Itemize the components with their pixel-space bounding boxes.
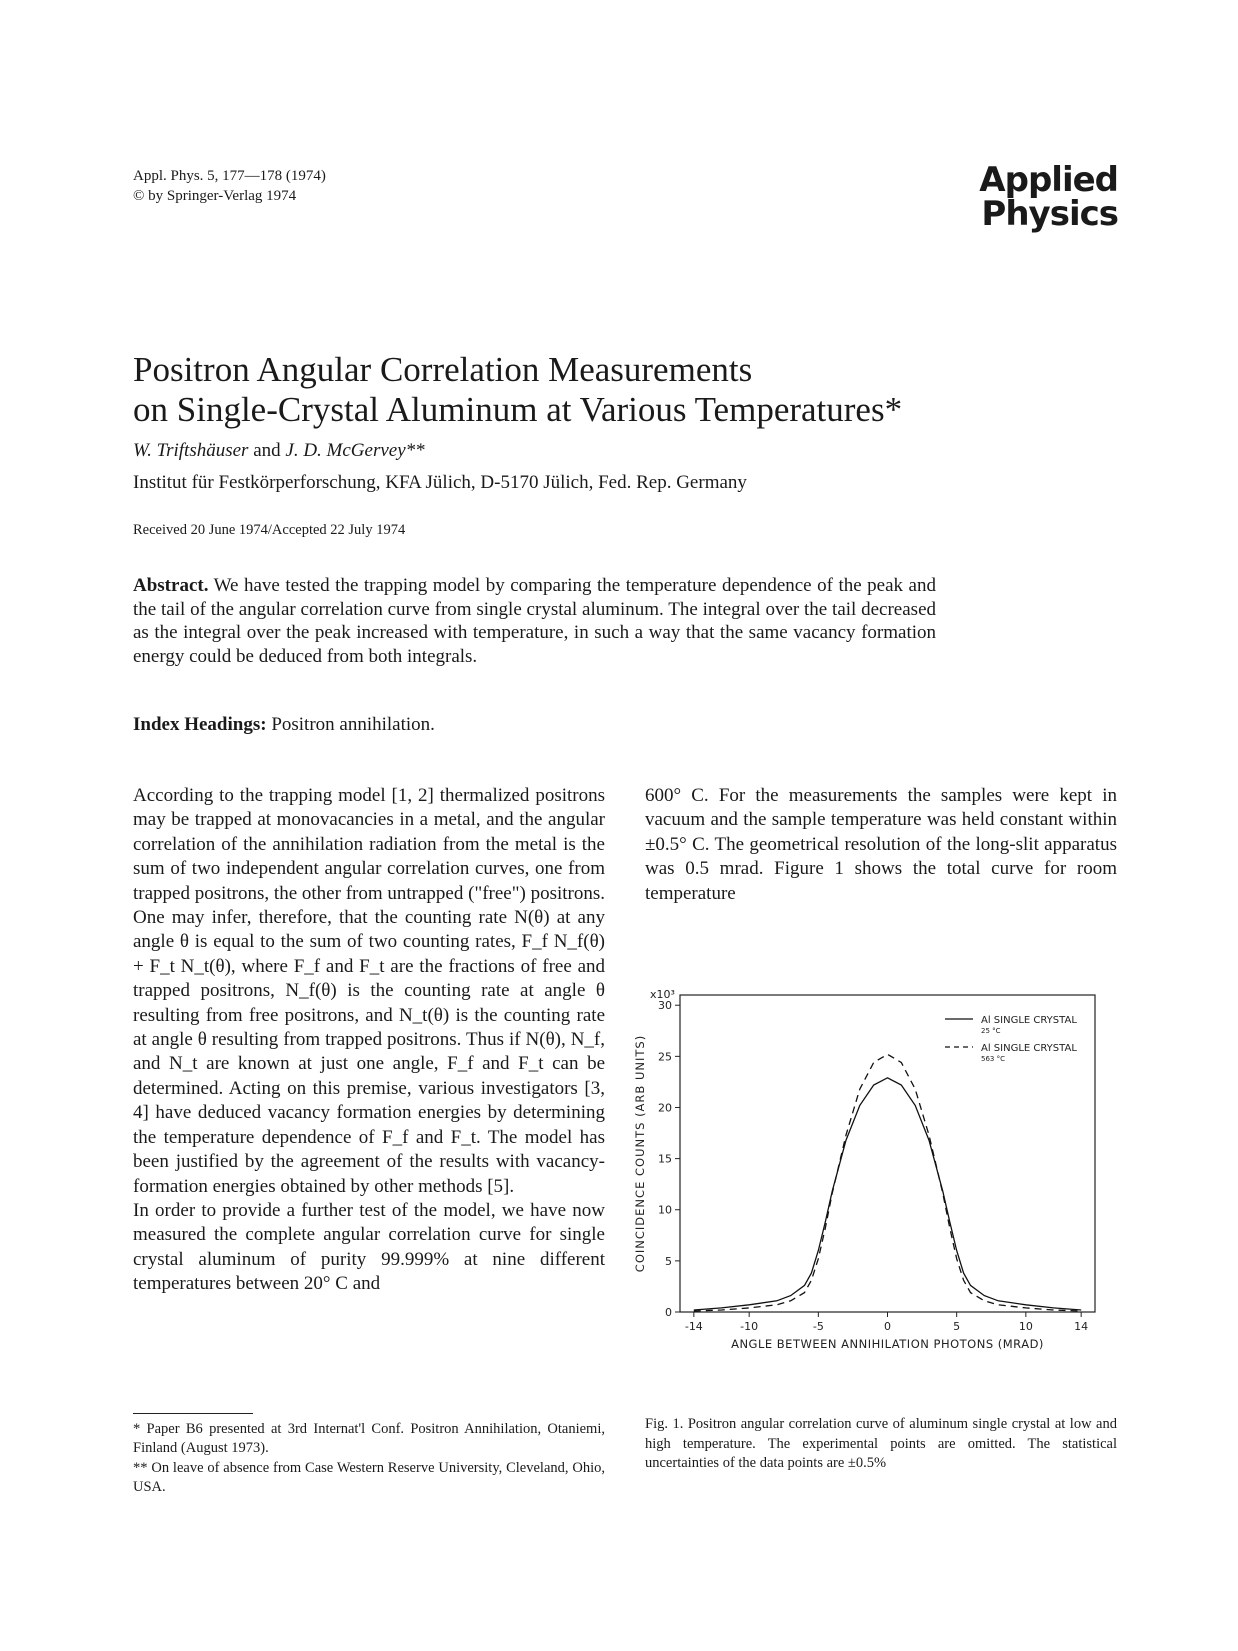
y-tick-label: 20 bbox=[658, 1101, 672, 1115]
series-line-2 bbox=[694, 1054, 1081, 1311]
citation-line-2: © by Springer-Verlag 1974 bbox=[133, 188, 297, 204]
journal-logo bbox=[908, 160, 1118, 234]
footnote-divider bbox=[133, 1413, 253, 1414]
y-tick-label: 10 bbox=[658, 1203, 672, 1217]
affiliation: Institut für Festkörperforschung, KFA Jülich, D-5170 Jülich, Fed. Rep. Germany bbox=[133, 472, 747, 493]
y-tick-label: 0 bbox=[665, 1306, 672, 1319]
citation bbox=[133, 166, 326, 206]
y-axis-label: COINCIDENCE COUNTS (ARB UNITS) bbox=[633, 1034, 647, 1273]
y-tick-label: 15 bbox=[658, 1152, 672, 1166]
x-tick-label: 5 bbox=[953, 1320, 961, 1333]
paragraph-measurements: 600° C. For the measurements the samples were kept in vacuum and the sample temperature was held constant within ±0.5° C. The geometrical resolution of the long-slit apparatus was 0.5 mrad. Figure 1 shows the total curve for room temperature bbox=[645, 785, 1117, 904]
figure-caption: Fig. 1. Positron angular correlation curve of aluminum single crystal at low and high temperature. The experimental points are omitted. The statistical uncertainties of the data points are ±0.5% bbox=[645, 1416, 1117, 1471]
legend-entry-2: Al SINGLE CRYSTAL bbox=[981, 1043, 1077, 1054]
x-tick-label: 14 bbox=[1074, 1320, 1089, 1333]
y-tick-label: 5 bbox=[665, 1254, 672, 1268]
body-column-left bbox=[133, 784, 605, 1297]
legend-note-2: 563 °C bbox=[981, 1055, 1005, 1063]
abstract-label: Abstract. bbox=[133, 575, 209, 596]
x-tick-label: 10 bbox=[1018, 1320, 1033, 1333]
index-headings bbox=[133, 714, 435, 736]
paragraph-further-test: In order to provide a further test of the model, we have now measured the complete angular correlation curve for single crystal aluminum of purity 99.999% at nine different temperatures between 20° C and bbox=[133, 1199, 605, 1295]
footnote-2: ** On leave of absence from Case Western Reserve University, Cleveland, Ohio, USA. bbox=[133, 1460, 605, 1495]
paragraph-trapping-model: According to the trapping model [1, 2] thermalized positrons may be trapped at monovacancies in a metal, and the angular correlation of the annihilation radiation from the metal is the sum of two independent angular correlation curves, one from trapped positrons, the other from untrapped ("free") positrons. One may infer, therefore, that the counting rate N(θ) at any angle θ is equal to the sum of two counting rates, F_f N_f(θ) + F_t N_t(θ), where F_f and F_t are the fractions of free and trapped positrons, N_f(θ) is the counting rate at angle θ resulting from free positrons, and N_t(θ) is the counting rate at angle θ resulting from trapped positrons. Thus if N(θ), N_f, and N_t are known at just one angle, F_f and F_t can be determined. Acting on this premise, various investigators [3, 4] have deduced vacancy formation energies by determining the temperature dependence of F_f and F_t. The model has been justified by the agreement of the results with vacancy-formation energies obtained by other methods [5]. bbox=[133, 785, 605, 1197]
index-text: Positron annihilation. bbox=[266, 714, 435, 735]
article-title bbox=[133, 350, 1113, 430]
x-axis-label: ANGLE BETWEEN ANNIHILATION PHOTONS (MRAD) bbox=[731, 1337, 1044, 1351]
y-tick-label: 30 bbox=[658, 999, 672, 1013]
series-line-1 bbox=[694, 1078, 1081, 1310]
author-2: J. D. McGervey** bbox=[285, 440, 425, 461]
title-line-2: on Single-Crystal Aluminum at Various Temperatures* bbox=[133, 390, 903, 429]
y-tick-label: 25 bbox=[658, 1050, 672, 1064]
legend-entry-1: Al SINGLE CRYSTAL bbox=[981, 1015, 1077, 1026]
abstract bbox=[133, 574, 936, 668]
received-date: Received 20 June 1974/Accepted 22 July 1974 bbox=[133, 522, 406, 538]
author-1: W. Triftshäuser bbox=[133, 440, 249, 461]
abstract-text: We have tested the trapping model by comparing the temperature dependence of the peak and the tail of the angular correlation curve from single crystal aluminum. The integral over the tail decreased as the integral over the peak increased with temperature, in such a way that the same vacancy formation energy could be deduced from both integrals. bbox=[133, 575, 936, 667]
x-tick-label: -5 bbox=[812, 1320, 824, 1333]
index-label: Index Headings: bbox=[133, 714, 267, 735]
footnote-1: * Paper B6 presented at 3rd Internat'l Conf. Positron Annihilation, Otaniemi, Finland (August 1973). bbox=[133, 1421, 605, 1456]
legend-note-1: 25 °C bbox=[981, 1027, 1001, 1035]
x-tick-label: -10 bbox=[740, 1320, 759, 1333]
footnotes bbox=[133, 1420, 605, 1498]
figure-1-chart bbox=[630, 975, 1130, 1395]
x-tick-label: -14 bbox=[684, 1320, 703, 1333]
y-multiplier-label: x10³ bbox=[650, 988, 675, 1001]
journal-logo-line-1: Applied bbox=[979, 160, 1118, 200]
body-column-right bbox=[645, 784, 1117, 906]
author-conjunction: and bbox=[248, 440, 286, 461]
title-line-1: Positron Angular Correlation Measurements bbox=[133, 350, 753, 389]
citation-line-1: Appl. Phys. 5, 177—178 (1974) bbox=[133, 168, 326, 184]
authors bbox=[133, 440, 425, 462]
journal-logo-line-2: Physics bbox=[981, 194, 1118, 234]
x-tick-label: 0 bbox=[884, 1320, 891, 1333]
